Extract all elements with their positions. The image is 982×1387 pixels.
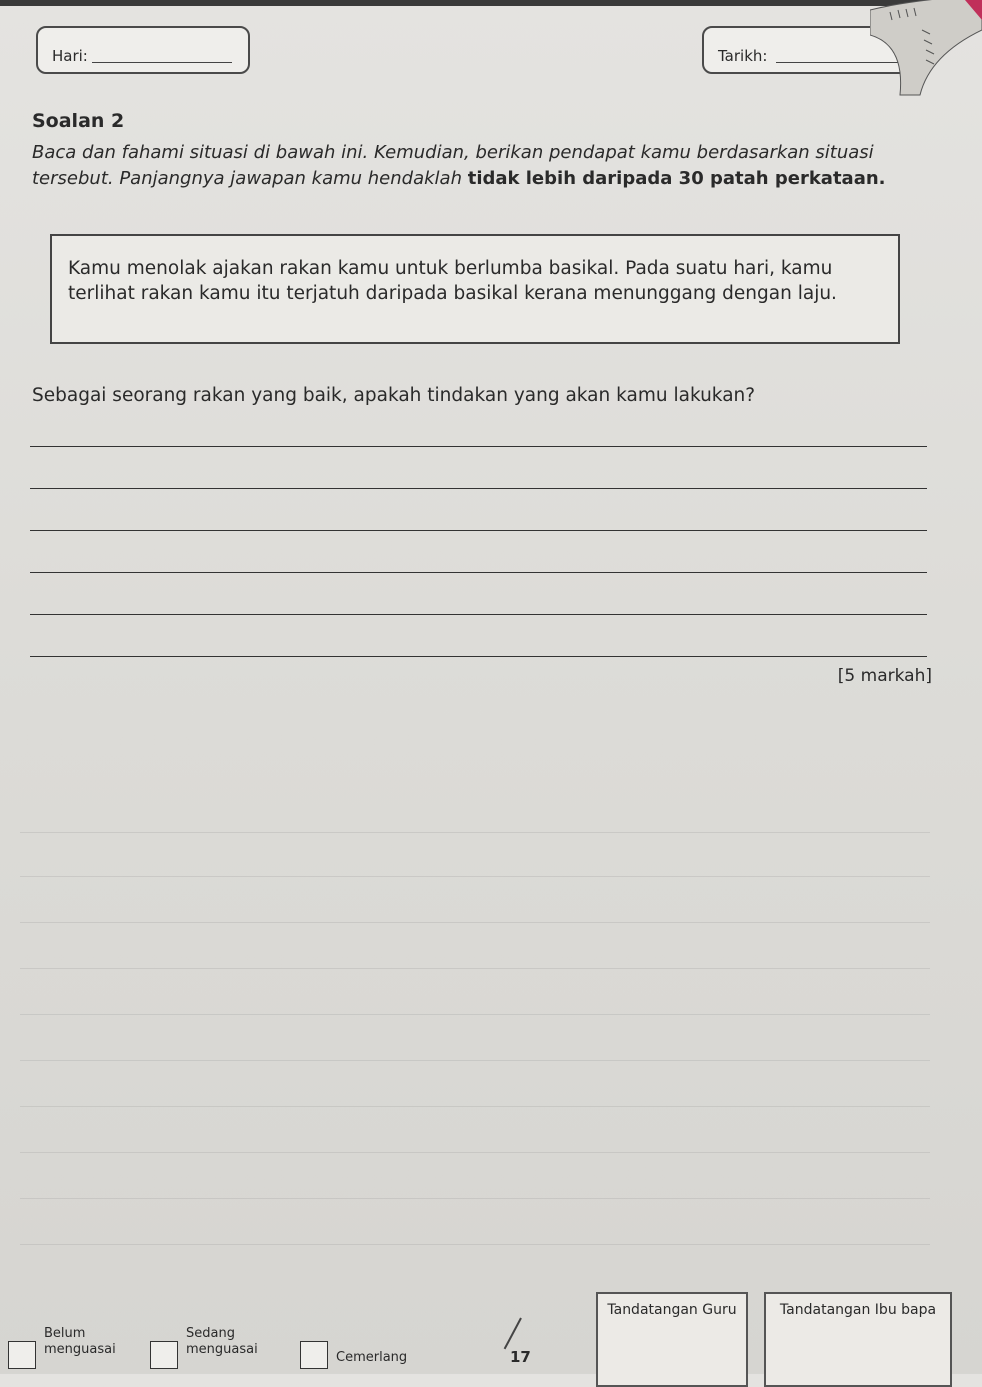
bleedthrough-line [20,1198,930,1199]
answer-line[interactable] [30,656,927,657]
teacher-signature-box[interactable] [596,1292,748,1387]
question-title: Soalan 2 [32,110,125,132]
level-checkbox[interactable] [8,1341,36,1369]
bleedthrough-line [20,876,930,877]
bleedthrough-line [20,1014,930,1015]
teacher-signature-label: Tandatangan Guru [607,1302,737,1318]
answer-line[interactable] [30,530,927,531]
instruction-bold: tidak lebih daripada 30 patah perkataan. [467,168,886,189]
day-field [36,26,250,74]
level-checkbox[interactable] [150,1341,178,1369]
bleedthrough-line [20,1106,930,1107]
instruction-text [32,140,932,192]
day-label: Hari: [52,47,88,65]
instruction-plain: Baca dan fahami situasi di bawah ini. Kemudian, berikan pendapat kamu berdasarkan situasi tersebut. Panjangnya jawapan kamu hendaklah [32,142,874,189]
level-label-line1: Sedang [186,1326,235,1341]
bleedthrough-line [20,1060,930,1061]
bleedthrough-line [20,1152,930,1153]
situation-box [50,234,900,344]
level-label-line2: menguasai [44,1342,116,1357]
level-label-line2: menguasai [186,1342,258,1357]
marks-label: [5 markah] [837,666,932,686]
pen-tick-mark [504,1318,522,1350]
parent-signature-label: Tandatangan Ibu bapa [779,1302,937,1318]
date-label: Tarikh: [718,47,768,65]
bleedthrough-line [20,922,930,923]
level-label-line1: Cemerlang [336,1350,408,1365]
answer-line[interactable] [30,488,927,489]
bleedthrough-line [20,968,930,969]
answer-line[interactable] [30,572,927,573]
situation-text: Kamu menolak ajakan rakan kamu untuk berlumba basikal. Pada suatu hari, kamu terlihat rakan kamu itu terjatuh daripada basikal kerana menunggang dengan laju. [68,258,837,304]
question-prompt: Sebagai seorang rakan yang baik, apakah tindakan yang akan kamu lakukan? [32,385,756,406]
ruler-decoration-icon [870,0,982,100]
bleedthrough-line [20,1244,930,1245]
top-edge [0,0,982,6]
answer-line[interactable] [30,446,927,447]
day-blank-line [92,62,232,63]
parent-signature-box[interactable] [764,1292,952,1387]
bleedthrough-line [20,832,930,833]
page-number: 17 [510,1348,531,1366]
level-checkbox[interactable] [300,1341,328,1369]
answer-line[interactable] [30,614,927,615]
level-label-line1: Belum [44,1326,86,1341]
